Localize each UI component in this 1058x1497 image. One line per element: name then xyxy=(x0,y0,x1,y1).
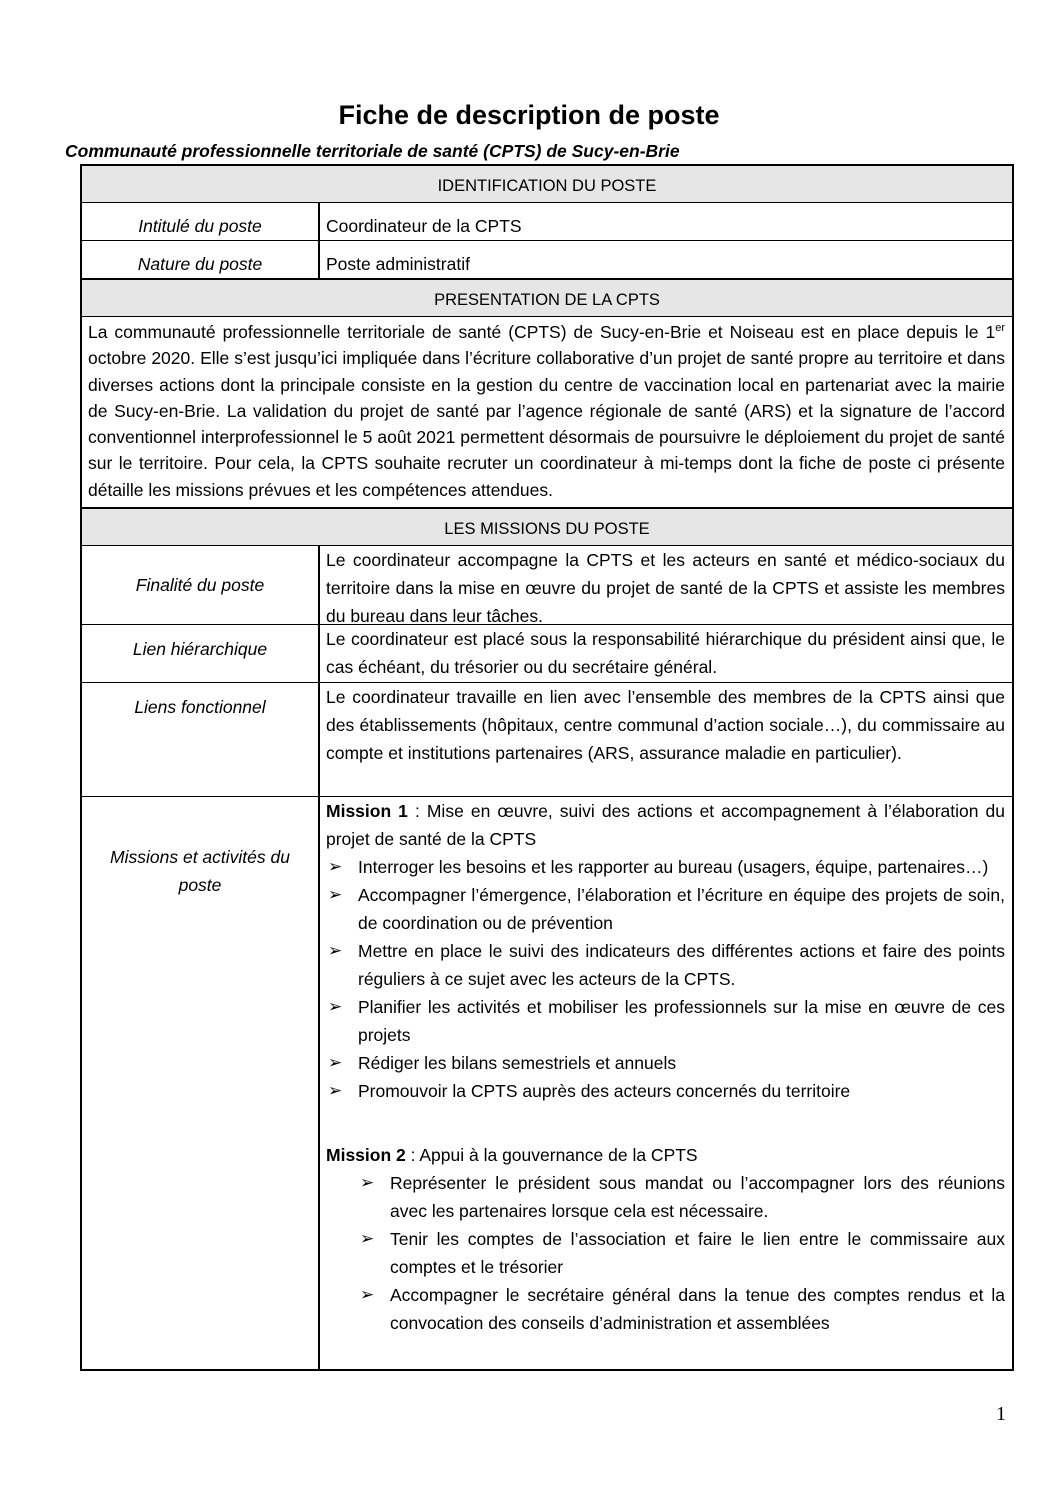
list-item-text: Planifier les activités et mobiliser les professionnels sur la mise en œuvre de ces projets xyxy=(358,997,1005,1046)
arrowhead-bullet-icon: ➢ xyxy=(328,857,343,877)
mission-2-list xyxy=(326,1169,1005,1337)
list-item-text: Promouvoir la CPTS auprès des acteurs concernés du territoire xyxy=(358,1081,851,1102)
list-item xyxy=(326,1169,1005,1225)
arrowhead-bullet-icon: ➢ xyxy=(328,941,343,961)
mission-2-name: Mission 2 xyxy=(326,1145,406,1166)
row-label: Intitulé du poste xyxy=(82,203,320,240)
list-item-text: Accompagner le secrétaire général dans la tenue des comptes rendus et la convocation des conseils d’administration et assemblées xyxy=(390,1285,1005,1334)
row-missions-activites xyxy=(82,797,1012,1369)
document-subtitle: Communauté professionnelle territoriale de santé (CPTS) de Sucy-en-Brie xyxy=(65,141,680,161)
arrowhead-bullet-icon: ➢ xyxy=(328,885,343,905)
list-item xyxy=(326,1077,1005,1105)
presentation-text-start: La communauté professionnelle territoriale de santé (CPTS) de Sucy-en-Brie et Noiseau est en place depuis le 1 xyxy=(88,322,996,342)
row-label: Finalité du poste xyxy=(82,546,320,624)
list-item xyxy=(326,881,1005,937)
list-item-text: Rédiger les bilans semestriels et annuels xyxy=(358,1053,677,1074)
list-item xyxy=(326,993,1005,1049)
mission-2-title xyxy=(326,1141,1005,1169)
mission-2-text: : Appui à la gouvernance de la CPTS xyxy=(405,1145,698,1166)
arrowhead-bullet-icon: ➢ xyxy=(328,1081,343,1101)
arrowhead-bullet-icon: ➢ xyxy=(360,1285,375,1305)
list-item xyxy=(326,1049,1005,1077)
row-label: Missions et activités du poste xyxy=(82,797,320,1369)
page-number: 1 xyxy=(996,1403,1006,1425)
section-heading-identification: IDENTIFICATION DU POSTE xyxy=(82,166,1012,203)
job-description-table xyxy=(80,164,1014,1371)
mission-1-name: Mission 1 xyxy=(326,801,408,822)
row-finalite xyxy=(82,546,1012,625)
presentation-paragraph xyxy=(82,317,1012,509)
list-item-text: Interroger les besoins et les rapporter au bureau (usagers, équipe, partenaires…) xyxy=(358,857,989,878)
ordinal-superscript: er xyxy=(995,322,1005,335)
missions-content xyxy=(320,797,1012,1369)
document-title: Fiche de description de poste xyxy=(338,100,720,130)
row-value: Poste administratif xyxy=(326,254,470,274)
row-value: Le coordinateur accompagne la CPTS et les acteurs en santé et médico-sociaux du territoire dans la mise en œuvre du projet de santé de la CPTS et assiste les membres du bureau dans leur tâches. xyxy=(326,550,1005,627)
list-item-text: Tenir les comptes de l’association et faire le lien entre le commissaire aux comptes et le trésorier xyxy=(390,1229,1005,1278)
list-item-text: Accompagner l’émergence, l’élaboration et l’écriture en équipe des projets de soin, de coordination ou de prévention xyxy=(358,885,1005,934)
row-value: Coordinateur de la CPTS xyxy=(326,216,522,236)
arrowhead-bullet-icon: ➢ xyxy=(360,1229,375,1249)
mission-1-text: : Mise en œuvre, suivi des actions et accompagnement à l’élaboration du projet de santé de la CPTS xyxy=(326,801,1005,850)
row-label: Liens fonctionnel xyxy=(82,683,320,796)
row-label: Lien hiérarchique xyxy=(82,625,320,682)
section-heading-presentation: PRESENTATION DE LA CPTS xyxy=(82,278,1012,317)
presentation-text-end: octobre 2020. Elle s’est jusqu’ici impliquée dans l’écriture collaborative d’un projet de santé propre au territoire et dans diverses actions dont la principale consiste en la gestion du centre de vaccination local en partenariat avec la mairie de Sucy-en-Brie. La validation du projet de santé par l’agence régionale de santé (ARS) et la signature de l’accord conventionnel interprofessionnel le 5 août 2021 permettent désormais de poursuivre le déploiement du projet de santé sur le territoire. Pour cela, la CPTS souhaite recruter un coordinateur à mi-temps dont la fiche de poste ci présente détaille les missions prévues et les compétences attendues. xyxy=(88,348,1005,500)
arrowhead-bullet-icon: ➢ xyxy=(360,1173,375,1193)
arrowhead-bullet-icon: ➢ xyxy=(328,997,343,1017)
row-intitule xyxy=(82,203,1012,241)
list-item xyxy=(326,853,1005,881)
row-lien-hierarchique xyxy=(82,625,1012,683)
mission-1-title xyxy=(326,797,1005,853)
list-item xyxy=(326,1225,1005,1281)
row-value: Le coordinateur travaille en lien avec l’ensemble des membres de la CPTS ainsi que des établissements (hôpitaux, centre communal d’action sociale…), du commissaire au compte et institutions partenaires (ARS, assurance maladie en particulier). xyxy=(326,687,1005,764)
mission-1-list xyxy=(326,853,1005,1105)
list-item-text: Représenter le président sous mandat ou l’accompagner lors des réunions avec les partenaires lorsque cela est nécessaire. xyxy=(390,1173,1005,1222)
list-item xyxy=(326,1281,1005,1337)
list-item-text: Mettre en place le suivi des indicateurs des différentes actions et faire des points réguliers à ce sujet avec les acteurs de la CPTS. xyxy=(358,941,1005,990)
list-item xyxy=(326,937,1005,993)
arrowhead-bullet-icon: ➢ xyxy=(328,1053,343,1073)
row-nature xyxy=(82,241,1012,278)
row-liens-fonctionnel xyxy=(82,683,1012,797)
row-label: Nature du poste xyxy=(82,241,320,278)
section-heading-missions: LES MISSIONS DU POSTE xyxy=(82,509,1012,546)
row-value: Le coordinateur est placé sous la responsabilité hiérarchique du président ainsi que, le cas échéant, du trésorier ou du secrétaire général. xyxy=(326,629,1005,678)
